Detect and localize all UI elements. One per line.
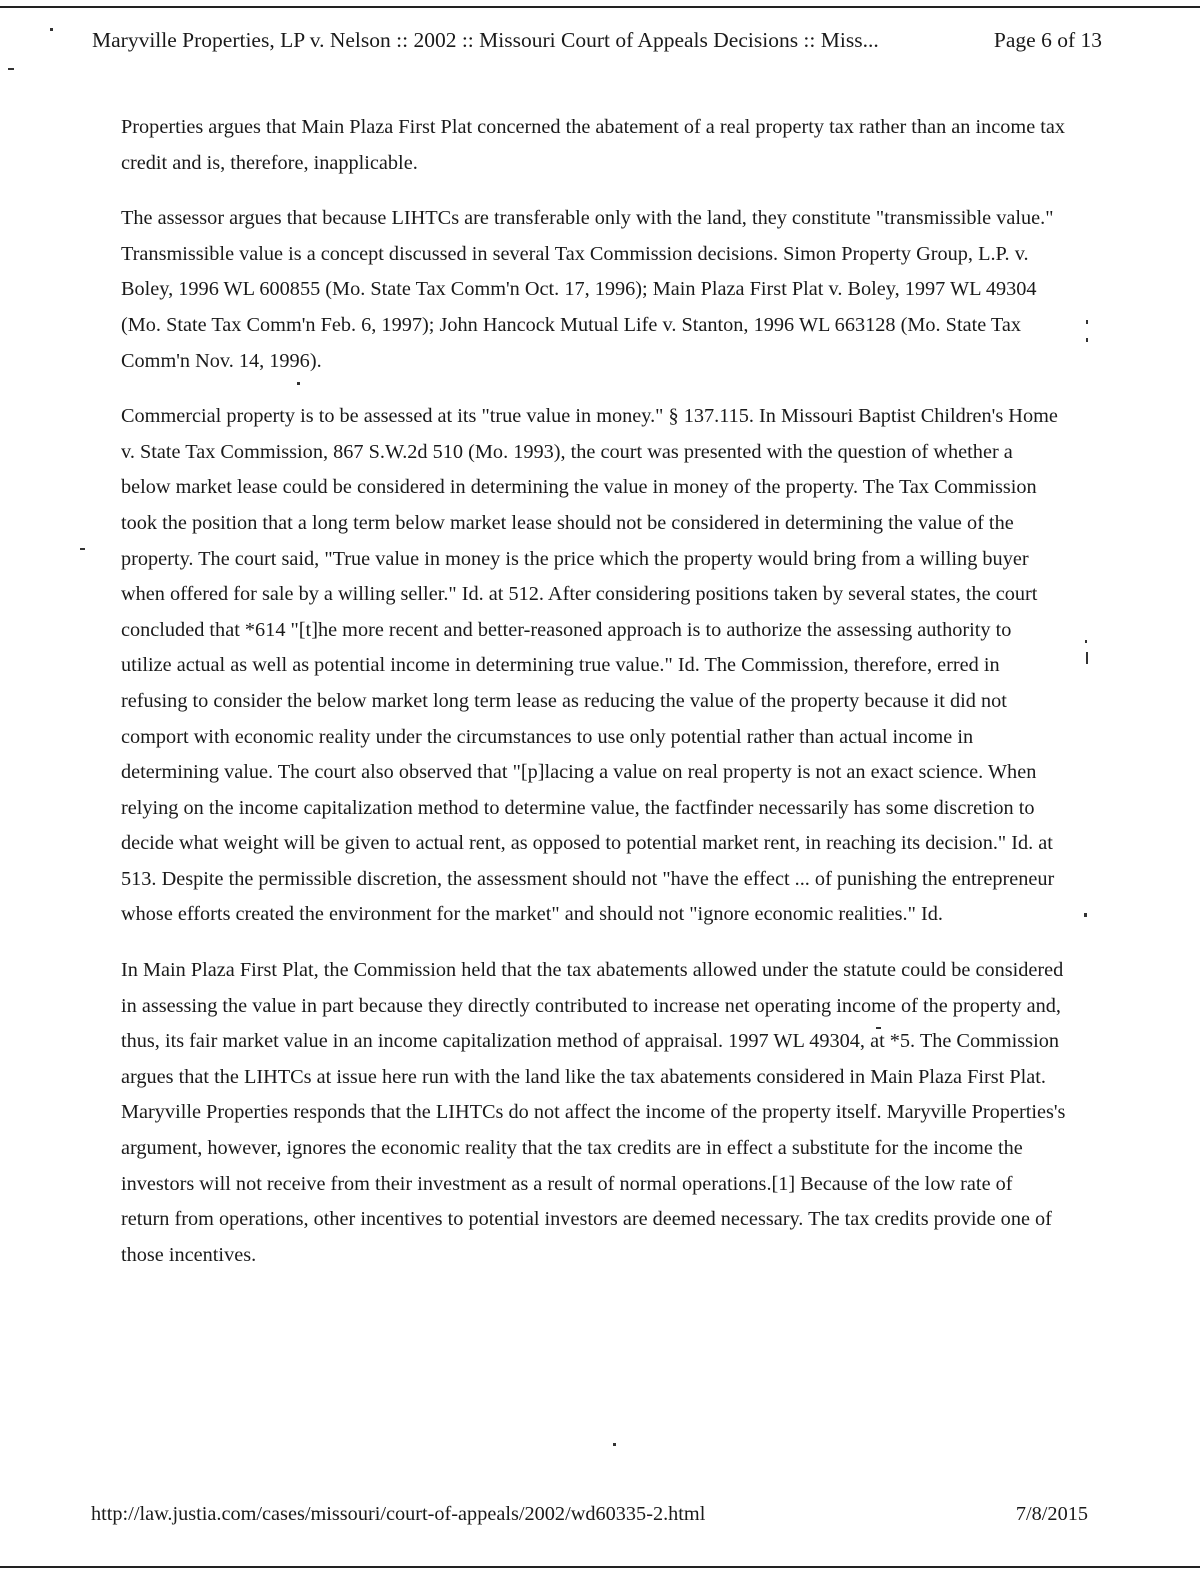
scan-speck: [613, 1443, 616, 1446]
paragraph: In Main Plaza First Plat, the Commission held that the tax abatements allowed under the statute could be considered in assessing the value in part because they directly contributed to increase net operating income of the property and, thus, its fair market value in an income capitalization method of appraisal. 1997 WL 49304, at *5. The Commission argues that the LIHTCs at issue here run with the land like the tax abatements considered in Main Plaza First Plat. Maryville Properties responds that the LIHTCs do not affect the income of the property itself. Maryville Properties's argument, however, ignores the economic reality that the tax credits are in effect a substitute for the income the investors will not receive from their investment as a result of normal operations.[1] Because of the low rate of return from operations, other incentives to potential investors are deemed necessary. The tax credits provide one of those incentives.: [121, 959, 1066, 1266]
footer-url: http://law.justia.com/cases/missouri/court-of-appeals/2002/wd60335-2.html: [91, 1503, 706, 1525]
document-body: [121, 110, 1066, 1293]
page-header: [92, 26, 1102, 54]
scan-speck: [50, 28, 53, 31]
paragraph: The assessor argues that because LIHTCs are transferable only with the land, they constitute "transmissible value." Transmissible value is a concept discussed in several Tax Commission decisions. Simon Property Group, L.P. v. Boley, 1996 WL 600855 (Mo. State Tax Comm'n Oct. 17, 1996); Main Plaza First Plat v. Boley, 1997 WL 49304 (Mo. State Tax Comm'n Feb. 6, 1997); John Hancock Mutual Life v. Stanton, 1996 WL 663128 (Mo. State Tax Comm'n Nov. 14, 1996).: [121, 207, 1054, 372]
footer-date: 7/8/2015: [1015, 1503, 1088, 1525]
scan-speck: [297, 382, 300, 385]
scan-speck: [1086, 320, 1088, 324]
scan-speck: [1084, 913, 1087, 917]
paragraph: Properties argues that Main Plaza First Plat concerned the abatement of a real property tax rather than an income tax credit and is, therefore, inapplicable.: [121, 116, 1066, 174]
bottom-rule: [0, 1566, 1200, 1568]
scan-speck: [80, 548, 85, 550]
scan-speck: [1085, 640, 1087, 643]
header-page-number: Page 6 of 13: [993, 28, 1102, 52]
paragraph: Commercial property is to be assessed at its "true value in money." § 137.115. In Missouri Baptist Children's Home v. State Tax Commission, 867 S.W.2d 510 (Mo. 1993), the court was presented with the question of whether a below market lease could be considered in determining the value in money of the property. The Tax Commission took the position that a long term below market lease should not be considered in determining the value of the property. The court said, "True value in money is the price which the property would bring from a willing buyer when offered for sale by a willing seller." Id. at 512. After considering positions taken by several states, the court concluded that *614 "[t]he more recent and better-reasoned approach is to authorize the assessing authority to utilize actual as well as potential income in determining true value." Id. The Commission, therefore, erred in refusing to consider the below market long term lease as reducing the value of the property because it did not comport with economic reality under the circumstances to use only potential rather than actual income in determining value. The court also observed that "[p]lacing a value on real property is not an exact science. When relying on the income capitalization method to determine value, the factfinder necessarily has some discretion to decide what weight will be given to actual rent, as opposed to potential market rent, in reaching its decision." Id. at 513. Despite the permissible discretion, the assessment should not "have the effect ... of punishing the entrepreneur whose efforts created the environment for the market" and should not "ignore economic realities." Id.: [121, 405, 1058, 926]
header-title: Maryville Properties, LP v. Nelson :: 2002 :: Missouri Court of Appeals Decisions :: Miss...: [92, 28, 879, 52]
scan-speck: [1086, 338, 1088, 342]
scan-speck: [876, 1027, 881, 1029]
scan-speck: [1086, 652, 1088, 664]
page-footer: [91, 1500, 1088, 1528]
top-rule: [0, 6, 1200, 8]
scan-speck: [8, 68, 14, 70]
